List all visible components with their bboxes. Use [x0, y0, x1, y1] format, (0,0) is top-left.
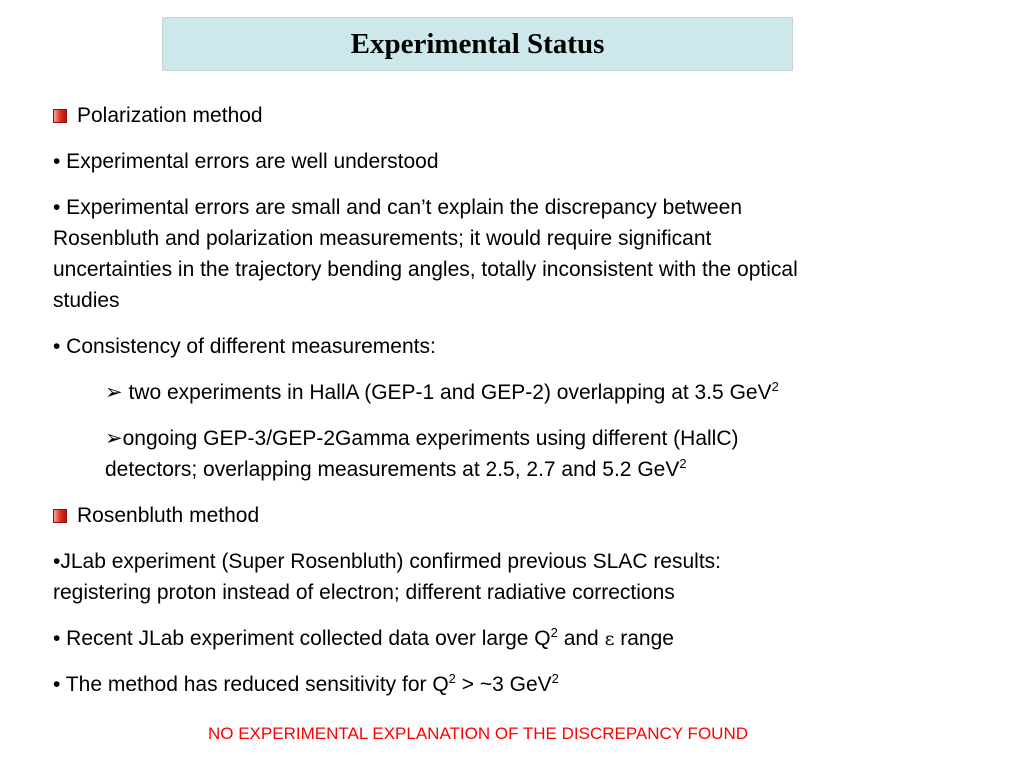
bullet-errors-understood: • Experimental errors are well understood: [53, 150, 439, 173]
bullet-jlab-super-rosenbluth: •JLab experiment (Super Rosenbluth) confirmed previous SLAC results: registering proton instead of electron; different radiative corrections: [53, 550, 722, 604]
arrow-bullet-icon: ➢: [105, 381, 123, 404]
bullet-recent-jlab: • Recent JLab experiment collected data over large $Q^2$ and ε range: [53, 625, 674, 650]
bullet-consistency: • Consistency of different measurements:: [53, 335, 436, 358]
red-square-bullet-icon: [53, 509, 67, 523]
page-title: Experimental Status: [350, 27, 605, 60]
red-square-bullet-icon: [53, 109, 67, 123]
bullet-reduced-sensitivity: • The method has reduced sensitivity for $Q^2$ > ~3 GeV$^2$: [53, 671, 559, 696]
title-box: [162, 17, 793, 71]
arrow-bullet-icon: ➢: [105, 427, 123, 450]
polarization-heading: Polarization method: [53, 100, 993, 131]
conclusion-note: NO EXPERIMENTAL EXPLANATION OF THE DISCREPANCY FOUND: [208, 724, 748, 743]
sub-bullet-halla: ➢ two experiments in HallA (GEP-1 and GEP-2) overlapping at 3.5 GeV$^2$: [105, 379, 779, 404]
sub-bullet-hallc: ➢ongoing GEP-3/GEP-2Gamma experiments using different (HallC) detectors; overlapping measurements at 2.5, 2.7 and 5.2 GeV$^2$: [105, 427, 739, 481]
rosenbluth-heading: Rosenbluth method: [53, 500, 993, 531]
bullet-errors-small: • Experimental errors are small and can’t explain the discrepancy between Rosenbluth and polarization measurements; it would require significant uncertainties in the trajectory bending angles, totally inconsistent with the optical studies: [53, 196, 798, 312]
